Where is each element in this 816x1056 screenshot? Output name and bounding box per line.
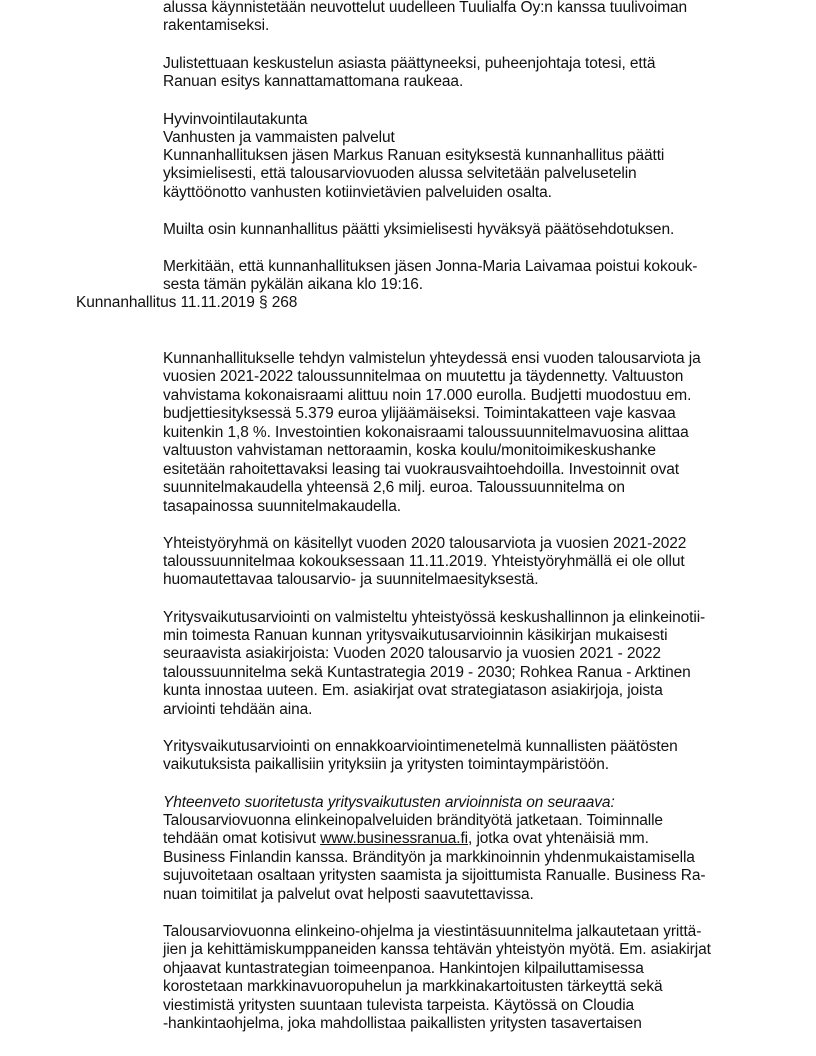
text-line: taloussuunnitelma sekä Kuntastrategia 2019 - 2030; Rohkea Ranua - Arktinen: [163, 664, 691, 681]
text-line: Talousarviovuonna elinkeino-ohjelma ja viestintäsuunnitelma jalkautetaan yrittä-: [163, 923, 702, 940]
text-line: arviointi tehdään aina.: [163, 701, 313, 718]
text-line: jien ja kehittämiskumppaneiden kanssa tehtävän yhteistyön myötä. Em. asiakirjat: [163, 941, 711, 958]
text-line: nuan toimitilat ja palvelut ovat helposti saavutettavissa.: [163, 886, 534, 903]
text-line: -hankintaohjelma, joka mahdollistaa paikallisten yritysten tasavertaisen: [163, 1015, 642, 1032]
text-line: yksimielisesti, että talousarviovuoden alussa selvitetään palvelusetelin: [163, 165, 637, 182]
text-line: Yhteistyöryhmä on käsitellyt vuoden 2020 talousarviota ja vuosien 2021-2022: [163, 535, 687, 552]
text-line: alussa käynnistetään neuvottelut uudelleen Tuulialfa Oy:n kanssa tuulivoiman: [163, 0, 688, 16]
text-fragment: , jotka ovat yhtenäisiä mm.: [468, 830, 649, 847]
text-line: huomautettavaa talousarvio- ja suunnitelmaesityksestä.: [163, 571, 539, 588]
summary-heading: Yhteenveto suoritetusta yritysvaikutusten arvioinnista on seuraava:: [163, 794, 615, 811]
text-line: vuosien 2021-2022 taloussunnitelmaa on muutettu ja täydennetty. Valtuuston: [163, 368, 684, 385]
text-line: Yritysvaikutusarviointi on ennakkoarviointimenetelmä kunnallisten päätösten: [163, 738, 678, 755]
business-ranua-link[interactable]: www.businessranua.fi: [320, 830, 469, 847]
agenda-subheading: Vanhusten ja vammaisten palvelut: [163, 129, 395, 146]
text-line: taloussuunnitelmaa kokouksessaan 11.11.2019. Yhteistyöryhmällä ei ole ollut: [163, 553, 685, 570]
agenda-heading: Hyvinvointilautakunta: [163, 111, 308, 128]
text-line: viestimistä yritysten suuntaan tulevista tarpeista. Käytössä on Cloudia: [163, 997, 635, 1014]
text-line: seuraavista asiakirjoista: Vuoden 2020 talousarvio ja vuosien 2021 - 2022: [163, 645, 661, 662]
text-line: Business Finlandin kanssa. Brändityön ja markkinoinnin yhdenmukaistamisella: [163, 849, 695, 866]
text-line: sesta tämän pykälän aikana klo 19:16.: [163, 276, 423, 293]
text-line: valtuuston vahvistaman nettoraamin, koska koulu/monitoimikeskushanke: [163, 442, 656, 459]
text-line: esitetään rahoitettavaksi leasing tai vuokrausvaihtoehdoilla. Investoinnit ovat: [163, 461, 679, 478]
text-line: vaikutuksista paikallisiin yrityksiin ja yritysten toimintaympäristöön.: [163, 756, 610, 773]
text-line: vahvistama kokonaisraami alittuu noin 17.000 eurolla. Budjetti muodostuu em.: [163, 387, 692, 404]
section-header: Kunnanhallitus 11.11.2019 § 268: [76, 294, 298, 311]
text-line: tasapainossa suunnitelmakaudella.: [163, 498, 401, 515]
text-line: Yritysvaikutusarviointi on valmisteltu yhteistyössä keskushallinnon ja elinkeinotii-: [163, 609, 706, 626]
text-line: Muilta osin kunnanhallitus päätti yksimielisesti hyväksyä päätösehdotuksen.: [163, 221, 675, 238]
text-line: käyttöönotto vanhusten kotiinvietävien palveluiden osalta.: [163, 184, 552, 201]
text-line: sujuvoitetaan osaltaan yritysten saamista ja sijoittumista Ranualle. Business Ra-: [163, 867, 706, 884]
text-line: Julistettuaan keskustelun asiasta päättyneeksi, puheenjohtaja totesi, että: [163, 55, 656, 72]
text-line: suunnitelmakaudella yhteensä 2,6 milj. euroa. Taloussuunnitelma on: [163, 479, 625, 496]
text-line: Merkitään, että kunnanhallituksen jäsen Jonna-Maria Laivamaa poistui kokouk-: [163, 258, 698, 275]
text-fragment: tehdään omat kotisivut: [163, 830, 321, 847]
text-line: budjettiesityksessä 5.379 euroa ylijäämäiseksi. Toimintakatteen vaje kasvaa: [163, 405, 676, 422]
text-line: Kunnanhallitukselle tehdyn valmistelun yhteydessä ensi vuoden talousarviota ja: [163, 350, 701, 367]
text-line: [163, 830, 649, 848]
text-line: Talousarviovuonna elinkeinopalveluiden brändityötä jatketaan. Toiminnalle: [163, 812, 663, 829]
text-line: kunta innostaa uuteen. Em. asiakirjat ovat strategiatason asiakirjoja, joista: [163, 682, 663, 699]
text-line: rakentamiseksi.: [163, 17, 270, 34]
text-line: korostetaan markkinavuoropuhelun ja markkinakartoitusten tärkeyttä sekä: [163, 978, 663, 995]
text-line: ohjaavat kuntastrategian toimeenpanoa. Hankintojen kilpailuttamisessa: [163, 960, 644, 977]
text-line: Ranuan esitys kannattamattomana raukeaa.: [163, 73, 464, 90]
text-line: min toimesta Ranuan kunnan yritysvaikutusarvioinnin käsikirjan mukaisesti: [163, 627, 668, 644]
text-line: Kunnanhallituksen jäsen Markus Ranuan esityksestä kunnanhallitus päätti: [163, 147, 665, 164]
text-line: kuitenkin 1,8 %. Investointien kokonaisraami taloussuunnitelmavuosina alittaa: [163, 424, 689, 441]
